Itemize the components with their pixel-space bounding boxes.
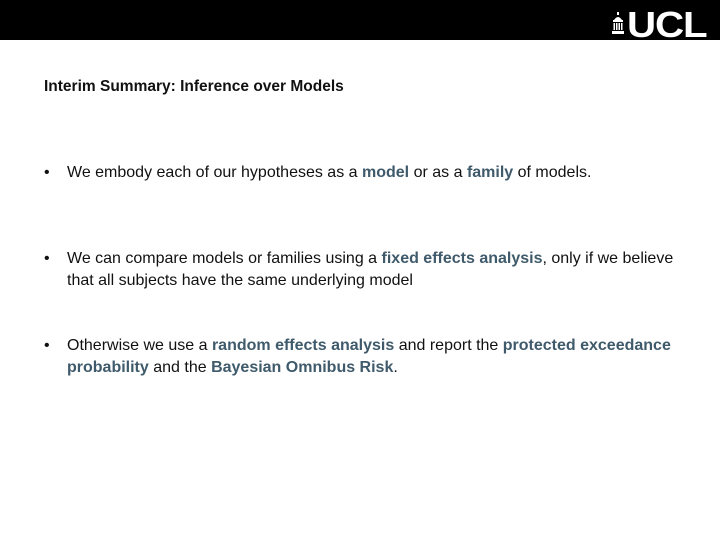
bullet-marker: •: [44, 250, 50, 267]
bullet-text-part: of models.: [513, 164, 592, 181]
highlight-term: Bayesian Omnibus Risk: [211, 359, 394, 376]
bullet-marker: •: [44, 164, 50, 181]
bullet-text-part: and report the: [394, 337, 503, 354]
bullet-text-part: We embody each of our hypotheses as a: [67, 164, 362, 181]
bullet-text-part: Otherwise we use a: [67, 337, 212, 354]
highlight-term: family: [466, 164, 514, 181]
bullet-text: [67, 335, 684, 379]
bullet-text-part: and the: [148, 359, 212, 376]
bullet-text-part: or as a: [409, 164, 467, 181]
logo-text: UCL: [627, 4, 707, 45]
bullet-item: [44, 162, 684, 184]
bullet-text-part: We can compare models or families using a: [67, 250, 382, 267]
ucl-logo: [611, 4, 707, 45]
bullet-item: [44, 335, 684, 379]
bullet-text-part: , only if we believe that all subjects have the same underlying model: [67, 250, 674, 289]
highlight-term: model: [362, 164, 410, 181]
bullet-text: [67, 248, 684, 292]
bullet-text-part: .: [393, 359, 398, 376]
highlight-term: random effects analysis: [211, 337, 395, 354]
header-bar: [0, 0, 720, 45]
slide-title: Interim Summary: Inference over Models: [44, 78, 344, 95]
ucl-portico-icon: [611, 12, 625, 34]
bullet-marker: •: [44, 337, 50, 354]
highlight-term: fixed effects analysis: [381, 250, 543, 267]
bullet-text: [67, 162, 684, 184]
bullet-item: [44, 248, 684, 292]
highlight-term: protected exceedance probability: [67, 337, 671, 376]
